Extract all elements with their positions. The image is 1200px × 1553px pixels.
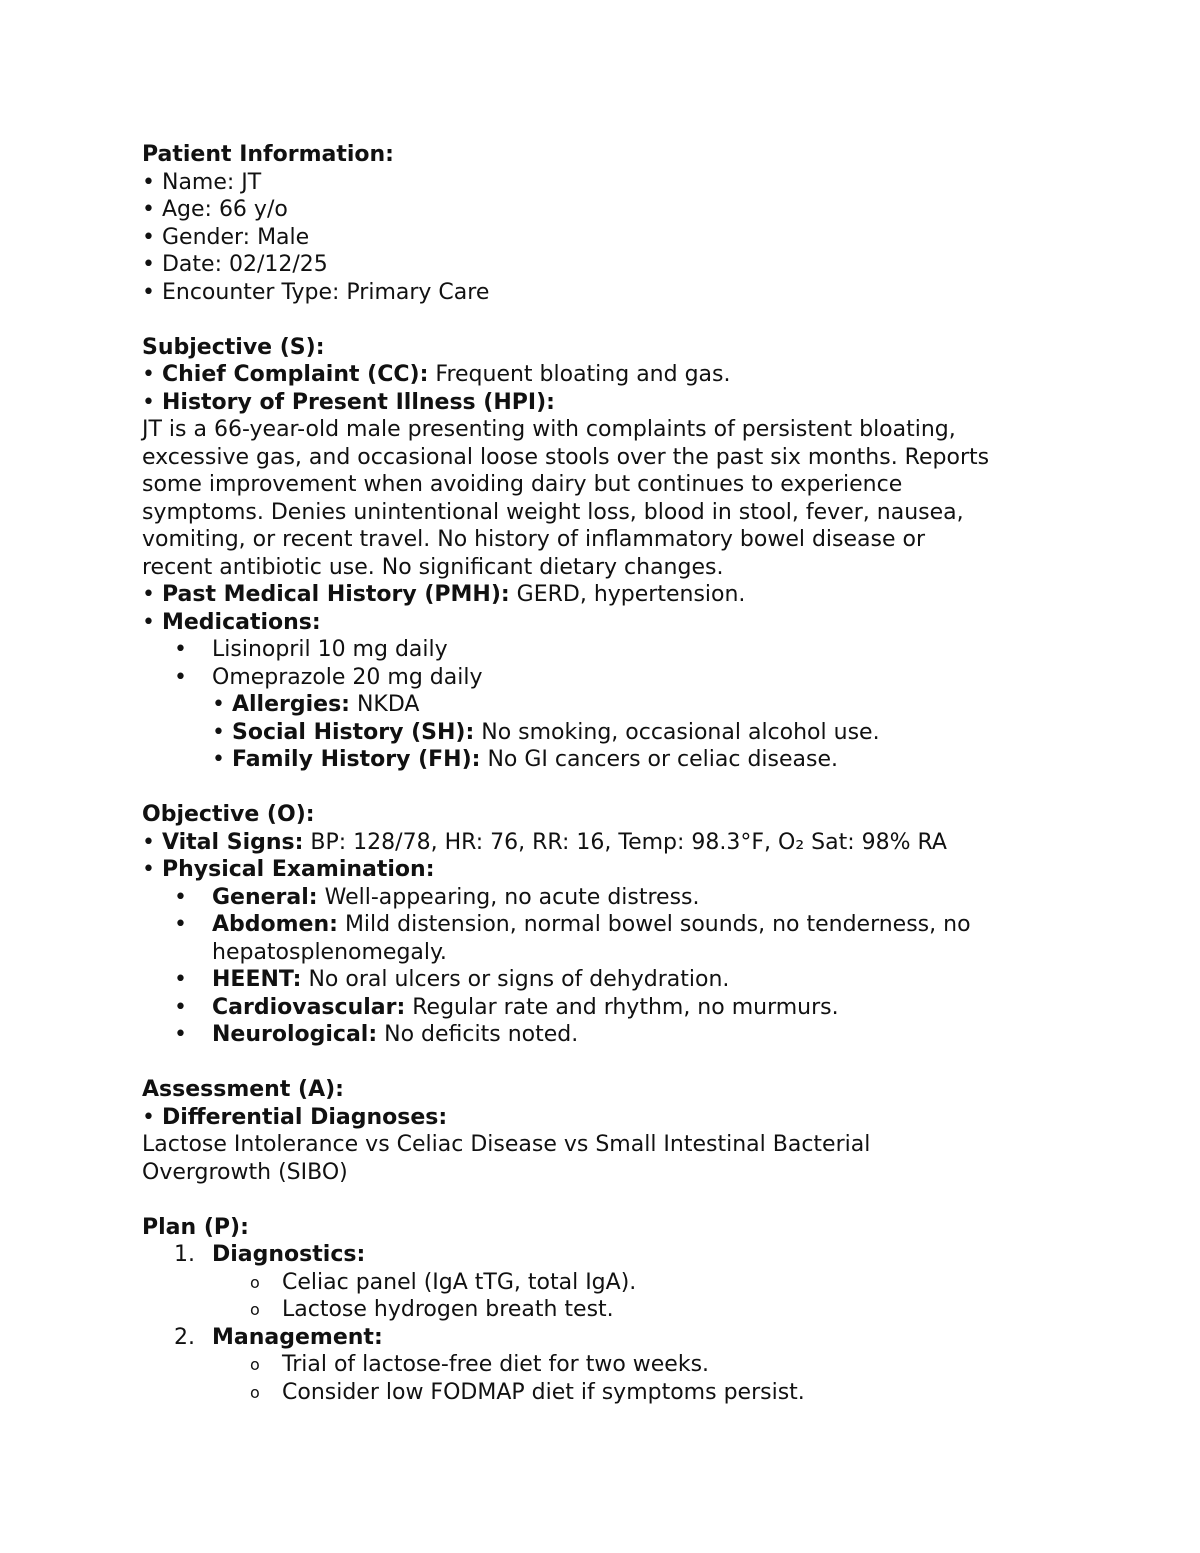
heent-value: No oral ulcers or signs of dehydration. [301,967,730,992]
hpi-line: symptoms. Denies unintentional weight loss, blood in stool, fever, nausea, [142,499,964,525]
bullet: • [212,692,225,717]
subjective-heading: Subjective (S): [142,334,325,360]
bullet: • [142,1104,155,1130]
patient-info-heading: Patient Information: [142,142,394,167]
exam-label: Physical Examination: [161,857,435,882]
exam-general [142,884,1072,912]
diagnostic-item [142,1269,1072,1297]
bullet: • [142,609,155,635]
medication-item [142,664,1072,692]
differential-line: Overgrowth (SIBO) [142,1159,348,1185]
bullet: • [174,994,187,1020]
management-label: Management: [212,1324,383,1350]
spacer [142,1186,1072,1214]
spacer [142,306,1072,334]
bullet: • [174,637,187,662]
pmh-label: Past Medical History (PMH): [161,582,510,607]
diagnostic-item [142,1296,1072,1324]
bullet: • [142,169,155,195]
spacer [142,1049,1072,1077]
management-item [142,1379,1072,1407]
past-medical-history [142,581,1072,609]
exam-abdomen [142,911,1072,939]
pmh-value: GERD, hypertension. [509,582,746,607]
bullet: • [142,362,155,387]
management-text: Consider low FODMAP diet if symptoms persist. [282,1379,805,1405]
circle-bullet: o [250,1382,260,1402]
bullet: • [142,829,155,855]
abdomen-value: Mild distension, normal bowel sounds, no tenderness, no [337,912,971,937]
patient-date [142,251,1072,279]
bullet: • [142,224,155,250]
bullet: • [142,857,155,882]
medication-text: Omeprazole 20 mg daily [212,664,483,690]
hpi-line: excessive gas, and occasional loose stools over the past six months. Reports [142,444,990,470]
patient-age [142,196,1072,224]
physical-exam-heading [142,856,1072,884]
fh-value: No GI cancers or celiac disease. [480,747,839,772]
cardio-value: Regular rate and rhythm, no murmurs. [405,994,839,1020]
bullet: • [142,279,155,305]
hpi-heading [142,389,1072,417]
soap-note [142,141,1072,1406]
bullet: • [142,389,155,415]
objective-heading: Objective (O): [142,802,315,827]
diagnostic-text: Lactose hydrogen breath test. [282,1297,614,1322]
allergies-value: NKDA [349,692,420,717]
sh-label: Social History (SH): [231,719,475,745]
neuro-value: No deficits noted. [377,1022,579,1047]
meds-label: Medications: [161,609,321,635]
patient-date-text: Date: 02/12/25 [161,252,328,277]
medication-text: Lisinopril 10 mg daily [212,637,448,662]
vitals-value: BP: 128/78, HR: 76, RR: 16, Temp: 98.3°F, O₂ Sat: 98% RA [303,829,947,855]
plan-diagnostics [142,1241,1072,1269]
assessment-heading: Assessment (A): [142,1077,344,1102]
hpi-line: some improvement when avoiding dairy but continues to experience [142,472,903,497]
allergies-label: Allergies: [231,692,350,717]
cc-value: Frequent bloating and gas. [428,362,731,387]
vitals-label: Vital Signs: [161,829,304,855]
allergies [142,691,1072,719]
bullet: • [174,664,187,690]
patient-encounter [142,279,1072,307]
management-item [142,1351,1072,1379]
bullet: • [212,747,225,772]
bullet: • [174,912,187,937]
bullet: • [174,967,187,992]
diagnostic-text: Celiac panel (IgA tTG, total IgA). [282,1269,637,1295]
circle-bullet: o [250,1355,260,1374]
hpi-label: History of Present Illness (HPI): [161,389,555,415]
patient-gender-text: Gender: Male [161,224,310,250]
abdomen-label: Abdomen: [212,912,338,937]
neuro-label: Neurological: [212,1022,378,1047]
abdomen-continuation: hepatosplenomegaly. [212,939,447,965]
chief-complaint [142,361,1072,389]
bullet: • [142,252,155,277]
exam-heent [142,966,1072,994]
general-label: General: [212,884,318,910]
circle-bullet: o [250,1300,260,1319]
patient-encounter-text: Encounter Type: Primary Care [161,279,490,305]
plan-management [142,1324,1072,1352]
dd-label: Differential Diagnoses: [161,1104,448,1130]
patient-name-text: Name: JT [161,169,262,195]
heent-label: HEENT: [212,967,302,992]
cc-label: Chief Complaint (CC): [161,362,429,387]
exam-neurological [142,1021,1072,1049]
differential-heading [142,1104,1072,1132]
bullet: • [174,1022,187,1047]
hpi-line: JT is a 66-year-old male presenting with complaints of persistent bloating, [142,417,956,442]
medication-item [142,636,1072,664]
sh-value: No smoking, occasional alcohol use. [474,719,880,745]
hpi-line: vomiting, or recent travel. No history of inflammatory bowel disease or [142,527,926,552]
plan-heading: Plan (P): [142,1214,249,1240]
bullet: • [142,582,155,607]
diagnostics-label: Diagnostics: [212,1242,366,1267]
patient-gender [142,224,1072,252]
patient-age-text: Age: 66 y/o [161,197,288,222]
general-value: Well-appearing, no acute distress. [317,884,700,910]
spacer [142,774,1072,802]
exam-cardiovascular [142,994,1072,1022]
bullet: • [142,197,155,222]
social-history [142,719,1072,747]
bullet: • [212,719,225,745]
cardio-label: Cardiovascular: [212,994,406,1020]
circle-bullet: o [250,1272,260,1292]
hpi-line: recent antibiotic use. No significant dietary changes. [142,554,724,580]
fh-label: Family History (FH): [231,747,481,772]
vital-signs [142,829,1072,857]
medications-heading [142,609,1072,637]
patient-name [142,169,1072,197]
differential-line: Lactose Intolerance vs Celiac Disease vs Small Intestinal Bacterial [142,1132,871,1157]
family-history [142,746,1072,774]
bullet: • [174,884,187,910]
management-text: Trial of lactose-free diet for two weeks. [282,1352,710,1377]
list-number: 2. [174,1324,195,1350]
list-number: 1. [174,1242,195,1267]
